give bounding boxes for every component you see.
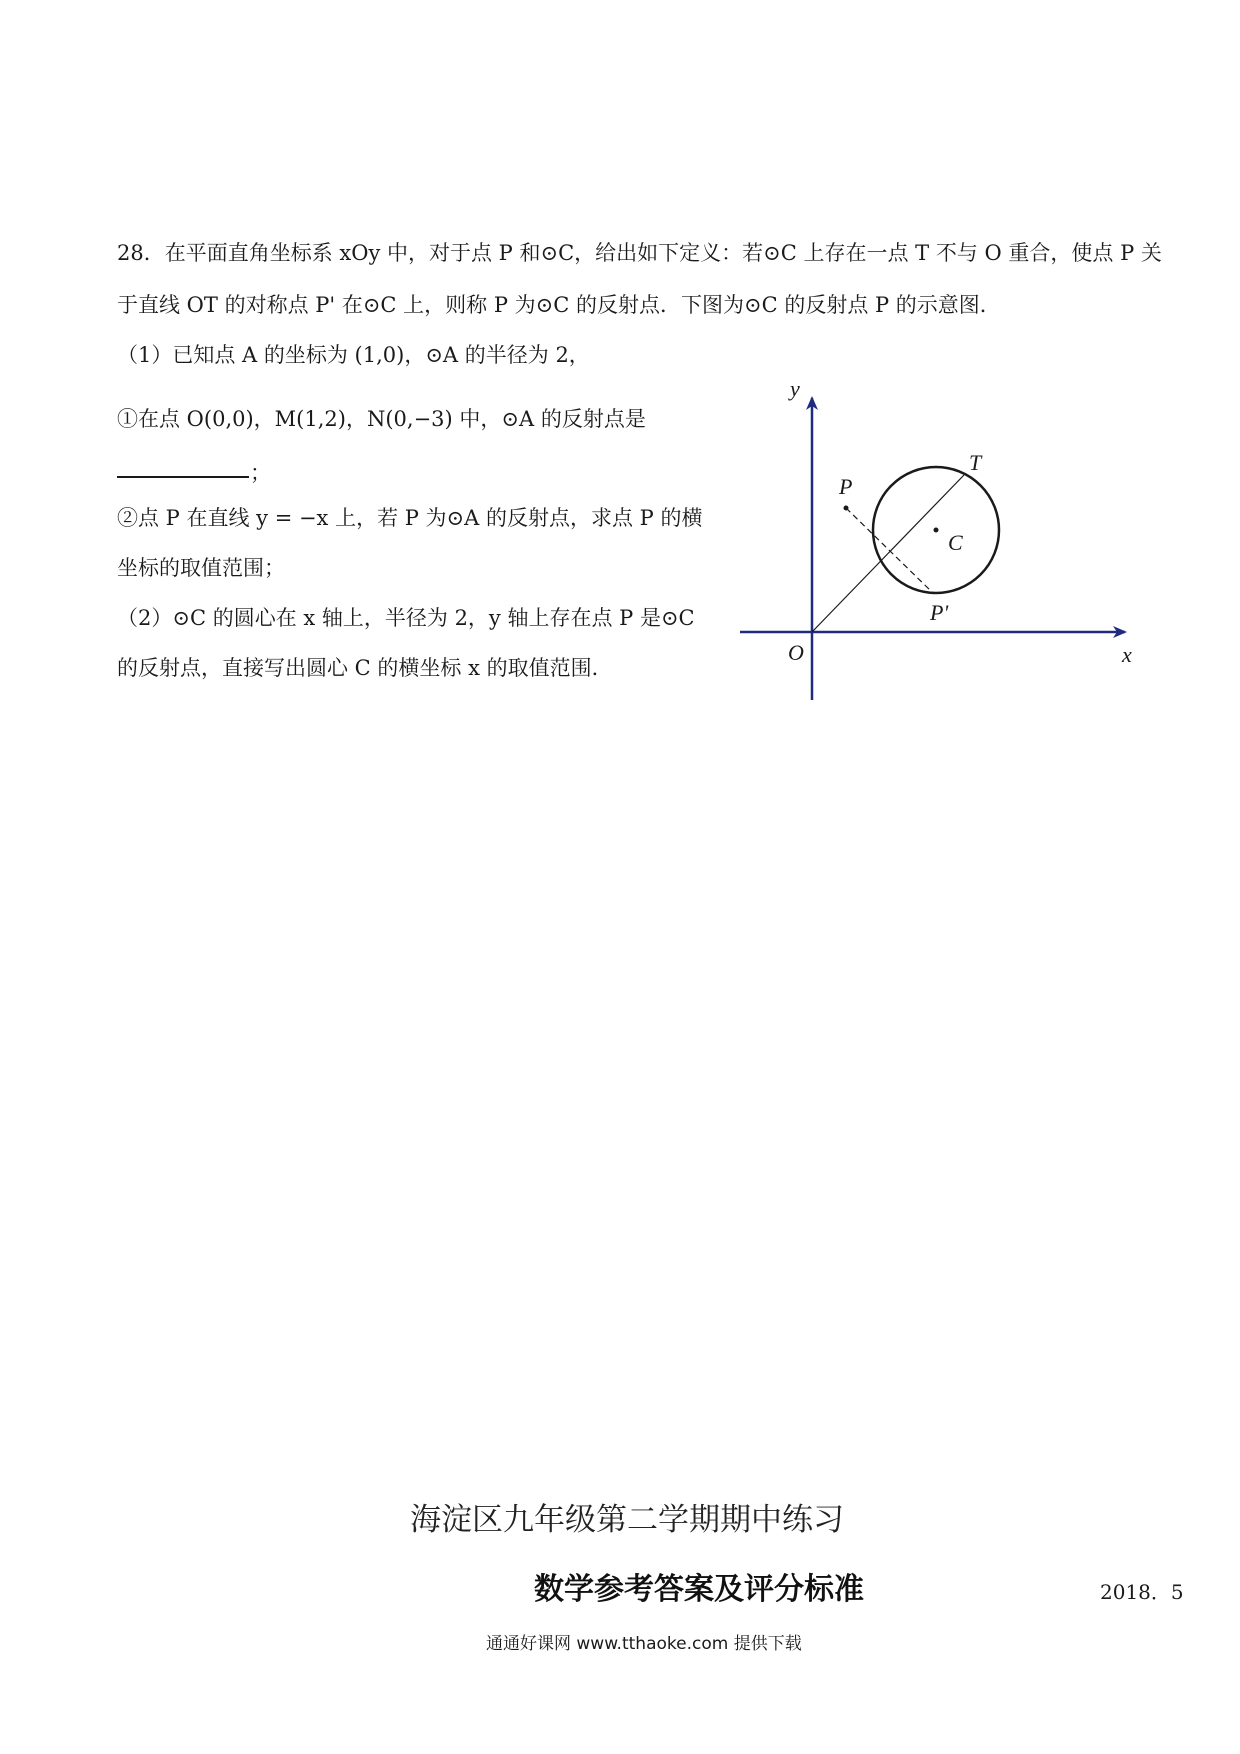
center-c-label: C <box>948 530 963 555</box>
footer-subtitle: 数学参考答案及评分标准 <box>534 1572 864 1607</box>
footer-source: 通通好课网 www.tthaoke.com 提供下载 <box>486 1634 802 1654</box>
question-1: ①在点 O(0,0)，M(1,2)，N(0,−3) 中，⊙A 的反射点是 <box>117 407 646 431</box>
origin-label: O <box>788 640 804 665</box>
reflection-diagram <box>740 370 1160 710</box>
question-2-line-2: 坐标的取值范围； <box>117 556 285 580</box>
answer-blank-semicolon: ； <box>250 461 271 485</box>
segment-p-p-prime <box>846 508 934 594</box>
part2-line-2: 的反射点，直接写出圆心 C 的横坐标 x 的取值范围． <box>117 656 613 680</box>
problem-line-1: 28．在平面直角坐标系 xOy 中，对于点 P 和⊙C，给出如下定义：若⊙C 上存在一点 T 不与 O 重合，使点 P 关 <box>117 241 1162 265</box>
part2-line-1: （2）⊙C 的圆心在 x 轴上，半径为 2，y 轴上存在点 P 是⊙C <box>117 606 695 630</box>
point-p-label: P <box>839 474 853 499</box>
answer-blank[interactable] <box>117 452 249 478</box>
y-axis-label: y <box>790 376 800 401</box>
problem-line-2: 于直线 OT 的对称点 P' 在⊙C 上，则称 P 为⊙C 的反射点．下图为⊙C 的反射点 P 的示意图． <box>117 293 1001 317</box>
x-axis-label: x <box>1122 642 1132 667</box>
point-p-prime-label: P' <box>930 600 949 625</box>
point-t-label: T <box>969 450 982 475</box>
question-2-line-1: ②点 P 在直线 y = −x 上，若 P 为⊙A 的反射点，求点 P 的横 <box>117 506 703 530</box>
center-c-dot <box>934 528 939 533</box>
point-p-dot <box>844 506 849 511</box>
footer-date: 2018．5 <box>1100 1580 1184 1604</box>
part1-intro: （1）已知点 A 的坐标为 (1,0)，⊙A 的半径为 2， <box>117 343 590 367</box>
footer-title: 海淀区九年级第二学期期中练习 <box>410 1502 844 1538</box>
